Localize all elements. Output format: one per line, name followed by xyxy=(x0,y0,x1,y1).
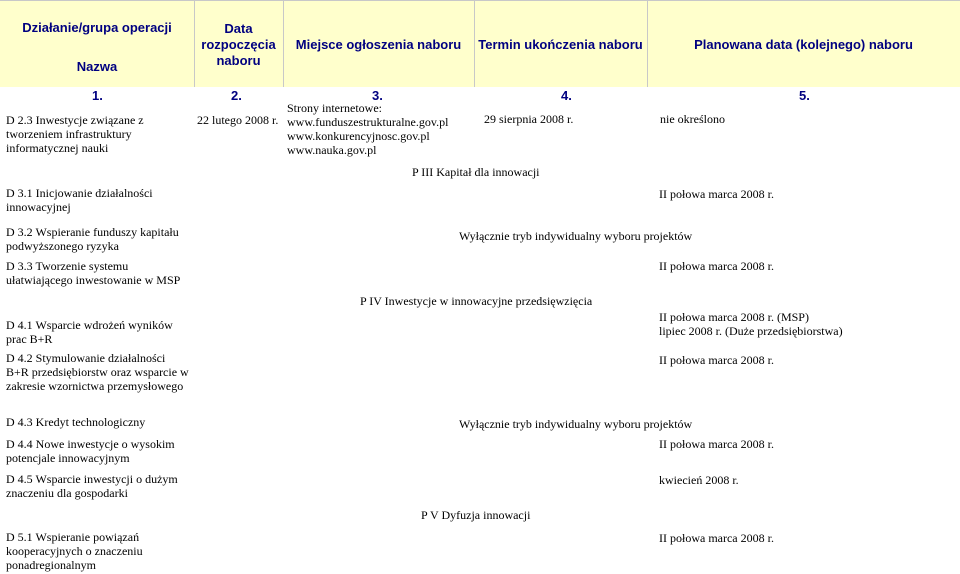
row-d32-note: Wyłącznie tryb indywidualny wyboru projektów xyxy=(459,229,693,243)
row-d23-place-title: Strony internetowe: xyxy=(287,101,382,115)
column-number: 1. xyxy=(92,88,103,103)
column-number: 3. xyxy=(372,88,383,103)
header-end-date: Termin ukończenia naboru xyxy=(478,37,643,52)
row-d23-name: D 2.3 Inwestycje związane z tworzeniem infrastruktury informatycznej nauki xyxy=(6,113,144,155)
row-d23-start: 22 lutego 2008 r. xyxy=(197,113,279,127)
row-d42-name: D 4.2 Stymulowanie działalności B+R przedsiębiorstw oraz wsparcie w zakresie wzornictwa przemysłowego xyxy=(6,351,189,393)
row-d45-planned: kwiecień 2008 r. xyxy=(659,473,739,487)
column-number: 2. xyxy=(231,88,242,103)
row-d33-name: D 3.3 Tworzenie systemu ułatwiającego inwestowanie w MSP xyxy=(6,259,181,287)
header-top-border xyxy=(0,0,960,1)
row-d43-name: D 4.3 Kredyt technologiczny xyxy=(6,415,146,429)
column-number: 5. xyxy=(799,88,810,103)
row-d23-url: www.nauka.gov.pl xyxy=(287,143,377,157)
row-d42-planned: II połowa marca 2008 r. xyxy=(659,353,774,367)
row-d31-planned: II połowa marca 2008 r. xyxy=(659,187,774,201)
row-d23-url: www.funduszestrukturalne.gov.pl xyxy=(287,115,449,129)
header-name: Nazwa xyxy=(76,59,118,74)
row-d51-name: D 5.1 Wspieranie powiązań kooperacyjnych o znaczeniu ponadregionalnym xyxy=(6,530,143,572)
row-d31-name: D 3.1 Inicjowanie działalności innowacyjnej xyxy=(6,186,153,214)
column-number: 4. xyxy=(561,88,572,103)
row-d32-name: D 3.2 Wspieranie funduszy kapitału podwyższonego ryzyka xyxy=(6,225,179,253)
section-p3: P III Kapitał dla innowacji xyxy=(412,165,540,179)
row-d43-note: Wyłącznie tryb indywidualny wyboru projektów xyxy=(459,417,693,431)
section-p4: P IV Inwestycje w innowacyjne przedsięwzięcia xyxy=(360,294,593,308)
row-d33-planned: II połowa marca 2008 r. xyxy=(659,259,774,273)
header-announcement-place: Miejsce ogłoszenia naboru xyxy=(295,37,462,52)
row-d41-planned-2: lipiec 2008 r. (Duże przedsiębiorstwa) xyxy=(659,324,843,338)
row-d23-planned: nie określono xyxy=(660,112,725,126)
header-action-group: Działanie/grupa operacji xyxy=(22,20,172,35)
row-d41-planned-1: II połowa marca 2008 r. (MSP) xyxy=(659,310,809,324)
row-d45-name: D 4.5 Wsparcie inwestycji o dużym znaczeniu dla gospodarki xyxy=(6,472,178,500)
header-planned-date: Planowana data (kolejnego) naboru xyxy=(694,37,913,52)
row-d51-planned: II połowa marca 2008 r. xyxy=(659,531,774,545)
row-d23-url: www.konkurencyjnosc.gov.pl xyxy=(287,129,430,143)
section-p5: P V Dyfuzja innowacji xyxy=(421,508,531,522)
row-d23-end: 29 sierpnia 2008 r. xyxy=(484,112,574,126)
row-d44-name: D 4.4 Nowe inwestycje o wysokim potencjale innowacyjnym xyxy=(6,437,175,465)
row-d41-name: D 4.1 Wsparcie wdrożeń wyników prac B+R xyxy=(6,318,173,346)
header-start-date: Data rozpoczęcia naboru xyxy=(201,21,276,68)
row-d44-planned: II połowa marca 2008 r. xyxy=(659,437,774,451)
